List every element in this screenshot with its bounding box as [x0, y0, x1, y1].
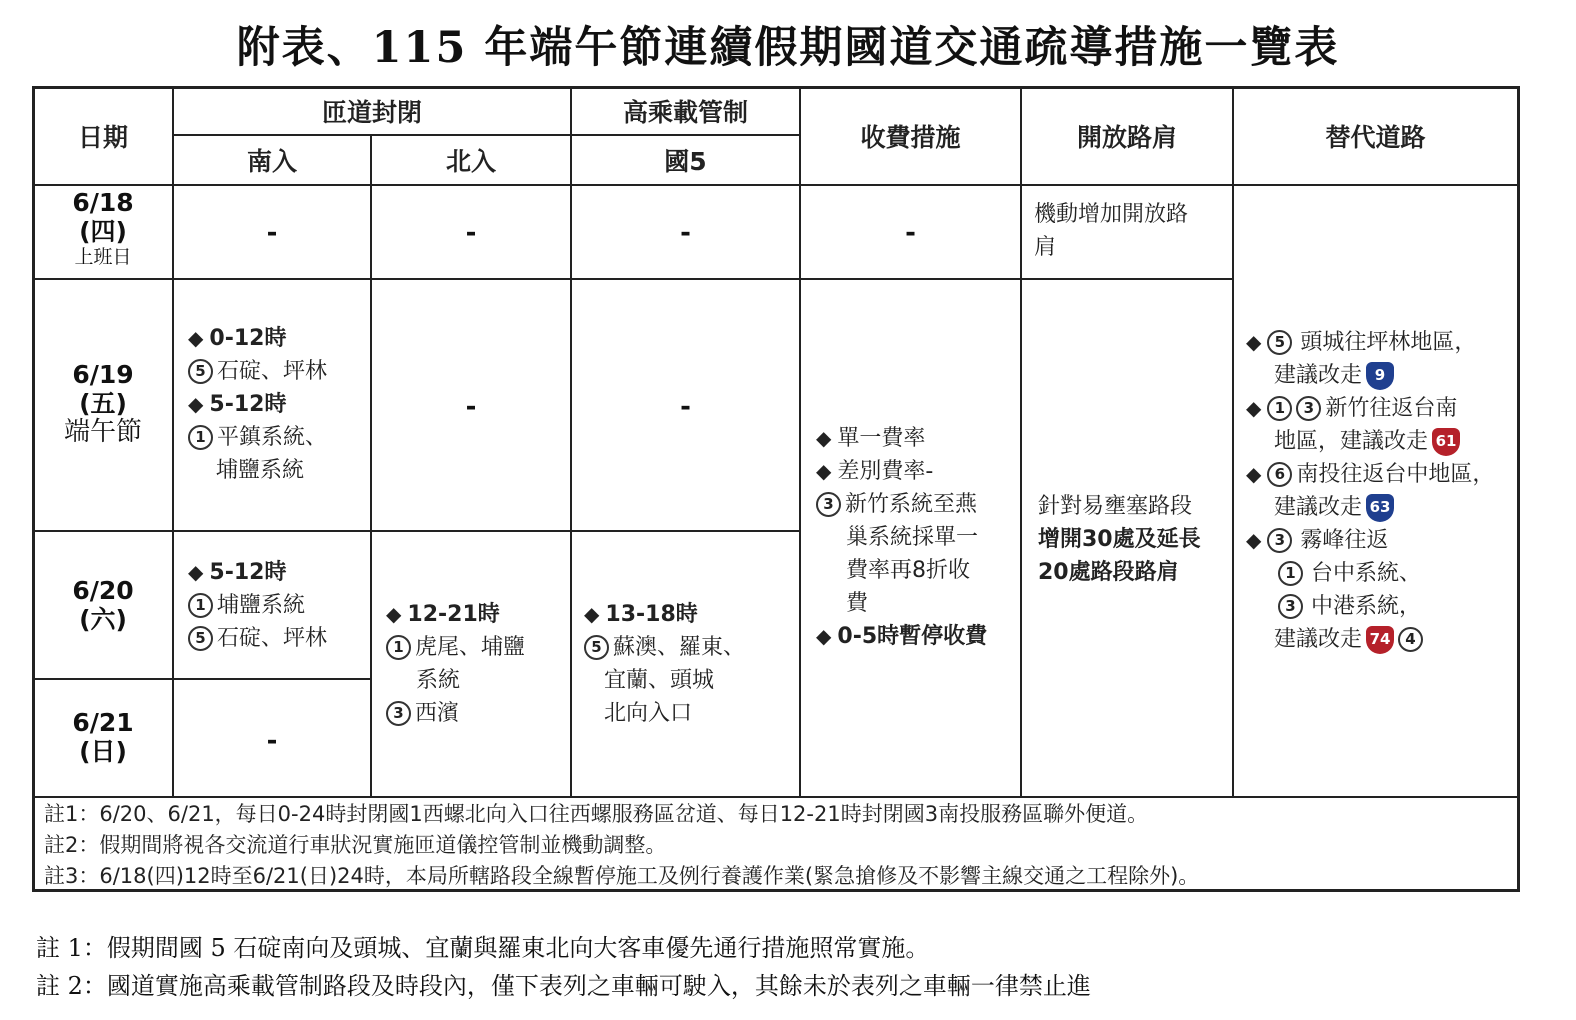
freeway-shield-icon: 4 — [1398, 627, 1423, 652]
day-note: 端午節 — [63, 417, 142, 447]
toll-text: 新竹系統至燕 — [845, 492, 978, 517]
header-alt-road: 替代道路 — [1325, 123, 1426, 152]
dash-north-618: - — [465, 218, 477, 248]
header-north: 北入 — [445, 147, 496, 176]
toll-measures — [816, 422, 987, 653]
alt-text: 建議改走 — [1274, 627, 1363, 652]
freeway-shield-icon: 3 — [1267, 528, 1292, 553]
date-text: 6/21 — [72, 708, 134, 737]
alt-text: 地區，建議改走 — [1274, 429, 1429, 454]
table-note-2: 註2：假期間將視各交流道行車狀況實施匝道儀控管制並機動調整。 — [44, 833, 667, 857]
diamond-icon: ◆ — [1246, 462, 1262, 486]
toll-text: 費率再8折收 — [846, 558, 970, 583]
toll-text: 差別費率- — [837, 459, 934, 484]
diamond-icon: ◆ — [816, 459, 832, 483]
time-text: 5-12時 — [209, 560, 287, 585]
expressway-shield-icon: 74 — [1366, 626, 1394, 654]
freeway-shield-icon: 1 — [1278, 561, 1303, 586]
freeway-shield-icon: 1 — [386, 635, 411, 660]
footnote-1: 註 1：假期間國 5 石碇南向及頭城、宜蘭與羅東北向大客車優先通行措施照常實施。 — [36, 934, 930, 962]
alt-text: 建議改走 — [1274, 495, 1363, 520]
toll-text: 單一費率 — [837, 426, 926, 451]
diamond-icon: ◆ — [816, 624, 832, 648]
ramp-text: 虎尾、埔鹽 — [415, 635, 526, 660]
ramp-text: 埔鹽系統 — [216, 458, 305, 483]
freeway-shield-icon: 6 — [1267, 462, 1292, 487]
dash-south-618: - — [266, 218, 278, 248]
weekday-text: (四) — [79, 217, 127, 246]
page-title: 附表、115 年端午節連續假期國道交通疏導措施一覽表 — [236, 23, 1340, 73]
day-note: 上班日 — [74, 246, 132, 268]
hov-620 — [584, 598, 745, 730]
header-hov: 高乘載管制 — [622, 98, 748, 127]
freeway-shield-icon: 1 — [188, 425, 213, 450]
diamond-icon: ◆ — [1246, 396, 1262, 420]
time-text: 12-21時 — [407, 602, 500, 627]
dash-north-619: - — [465, 392, 477, 422]
ramp-text: 蘇澳、羅東、 — [613, 635, 746, 660]
header-south: 南入 — [246, 147, 297, 176]
shoulder-line: 機動增加開放路 — [1034, 202, 1189, 227]
ramp-text: 平鎮系統、 — [217, 425, 328, 450]
header-shoulder: 開放路肩 — [1076, 123, 1177, 152]
date-text: 6/19 — [72, 360, 134, 389]
toll-text: 巢系統採單一 — [846, 525, 979, 550]
weekday-text: (五) — [79, 389, 127, 418]
provincial-highway-shield-icon: 63 — [1366, 494, 1394, 522]
freeway-shield-icon: 5 — [188, 359, 213, 384]
diamond-icon: ◆ — [1246, 330, 1262, 354]
diamond-icon: ◆ — [584, 602, 600, 626]
alt-text: 建議改走 — [1274, 363, 1363, 388]
ramp-text: 西濱 — [415, 701, 460, 726]
weekday-text: (六) — [79, 605, 127, 634]
diamond-icon: ◆ — [1246, 528, 1262, 552]
shoulder-line: 肩 — [1034, 235, 1057, 260]
dash-south-621: - — [266, 726, 278, 756]
alt-text: 中港系統， — [1311, 594, 1422, 619]
time-text: 5-12時 — [209, 392, 287, 417]
freeway-shield-icon: 3 — [1296, 396, 1321, 421]
alt-text: 南投往返台中地區， — [1296, 462, 1495, 487]
time-text: 0-12時 — [209, 326, 287, 351]
header-ramp-closure: 匝道封閉 — [321, 98, 422, 127]
toll-text: 費 — [846, 591, 869, 616]
diamond-icon: ◆ — [188, 326, 204, 350]
freeway-shield-icon: 1 — [1267, 396, 1292, 421]
date-cell-620 — [34, 576, 172, 634]
ramp-text: 石碇、坪林 — [217, 626, 328, 651]
time-text: 13-18時 — [605, 602, 698, 627]
freeway-shield-icon: 3 — [816, 492, 841, 517]
date-cell-621 — [34, 708, 172, 766]
footnote-2: 註 2：國道實施高乘載管制路段及時段內，僅下表列之車輛可駛入，其餘未於表列之車輛一律禁止進 — [36, 972, 1091, 1000]
alt-text: 台中系統、 — [1311, 561, 1422, 586]
alt-routes — [1246, 326, 1494, 656]
provincial-highway-shield-icon: 9 — [1366, 362, 1394, 390]
table-note-1: 註1：6/20、6/21，每日0-24時封閉國1西螺北向入口往西螺服務區岔道、每日12-21時封閉國3南投服務區聯外便道。 — [44, 802, 1149, 826]
date-text: 6/18 — [72, 188, 134, 217]
ramp-text: 北向入口 — [604, 701, 693, 726]
alt-text: 頭城往坪林地區， — [1300, 330, 1477, 355]
freeway-shield-icon: 5 — [584, 635, 609, 660]
shoulder-main — [1038, 490, 1201, 589]
weekday-text: (日) — [79, 737, 127, 766]
header-hov-road: 國5 — [664, 147, 707, 176]
south-619 — [188, 322, 327, 487]
ramp-text: 宜蘭、頭城 — [604, 668, 715, 693]
toll-text: 0-5時暫停收費 — [837, 624, 988, 649]
north-620 — [386, 598, 525, 730]
shoulder-line: 增開30處及延長 — [1038, 527, 1201, 552]
ramp-text: 埔鹽系統 — [217, 593, 306, 618]
freeway-shield-icon: 5 — [188, 626, 213, 651]
dash-toll-618: - — [905, 218, 916, 248]
diamond-icon: ◆ — [386, 602, 402, 626]
header-toll: 收費措施 — [860, 123, 961, 152]
alt-text: 霧峰往返 — [1300, 528, 1389, 553]
shoulder-618 — [1034, 198, 1188, 264]
freeway-shield-icon: 3 — [1278, 594, 1303, 619]
header-date: 日期 — [77, 123, 128, 152]
ramp-text: 石碇、坪林 — [217, 359, 328, 384]
freeway-shield-icon: 1 — [188, 593, 213, 618]
table-note-3: 註3：6/18(四)12時至6/21(日)24時，本局所轄路段全線暫停施工及例行養護作業(緊急搶修及不影響主線交通之工程除外)。 — [44, 864, 1200, 888]
dash-hov-618: - — [680, 218, 691, 248]
diamond-icon: ◆ — [188, 392, 204, 416]
freeway-shield-icon: 3 — [386, 701, 411, 726]
alt-text: 新竹往返台南 — [1325, 396, 1458, 421]
diamond-icon: ◆ — [188, 560, 204, 584]
diamond-icon: ◆ — [816, 426, 832, 450]
south-620 — [188, 556, 327, 655]
shoulder-line: 20處路段路肩 — [1038, 560, 1179, 585]
dash-hov-619: - — [680, 392, 691, 422]
date-cell-618 — [34, 188, 172, 268]
freeway-shield-icon: 5 — [1267, 330, 1292, 355]
shoulder-line: 針對易壅塞路段 — [1038, 494, 1193, 519]
expressway-shield-icon: 61 — [1432, 428, 1460, 456]
date-cell-619 — [34, 360, 172, 447]
date-text: 6/20 — [72, 576, 134, 605]
ramp-text: 系統 — [416, 668, 461, 693]
